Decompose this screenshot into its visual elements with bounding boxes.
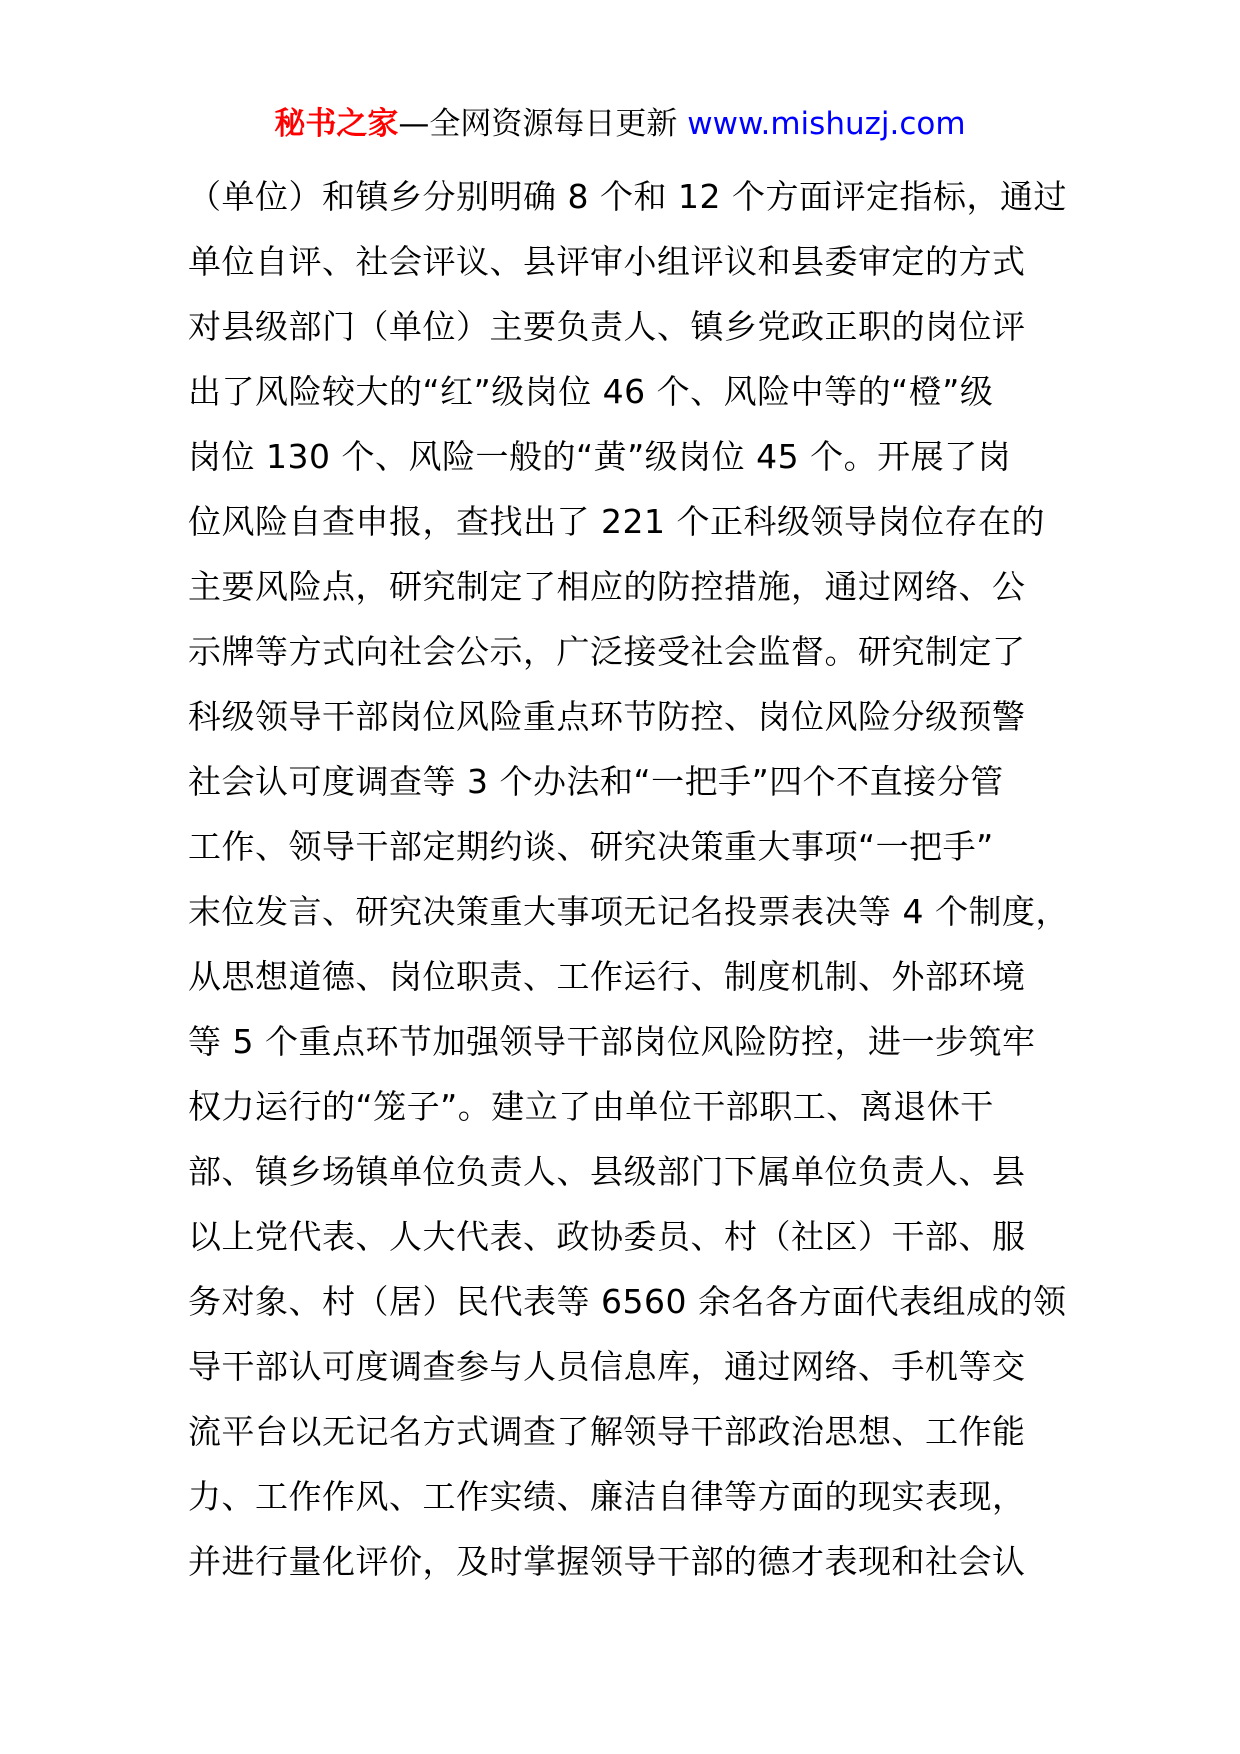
page-header [0,100,1240,148]
text-line: 流平台以无记名方式调查了解领导干部政治思想、工作能 [188,1412,1026,1451]
text-line: 等 5 个重点环节加强领导干部岗位风险防控，进一步筑牢 [188,1022,1036,1061]
text-line: 导干部认可度调查参与人员信息库，通过网络、手机等交 [188,1347,1026,1386]
text-line: 从思想道德、岗位职责、工作运行、制度机制、外部环境 [188,957,1026,996]
header-tagline: —全网资源每日更新 [398,106,678,142]
brand-name: 秘书之家 [274,106,399,142]
text-line: 力、工作作风、工作实绩、廉洁自律等方面的现实表现， [188,1477,1026,1516]
text-line: 权力运行的“笼子”。建立了由单位干部职工、离退休干 [188,1087,994,1126]
text-line: 科级领导干部岗位风险重点环节防控、岗位风险分级预警 [188,697,1026,736]
text-line: 并进行量化评价，及时掌握领导干部的德才表现和社会认 [188,1542,1026,1581]
text-line: 示牌等方式向社会公示，广泛接受社会监督。研究制定了 [188,632,1026,671]
text-line: （单位）和镇乡分别明确 8 个和 12 个方面评定指标，通过 [188,177,1067,216]
text-line: 岗位 130 个、风险一般的“黄”级岗位 45 个。开展了岗 [188,437,1012,476]
text-line: 部、镇乡场镇单位负责人、县级部门下属单位负责人、县 [188,1152,1026,1191]
text-line: 末位发言、研究决策重大事项无记名投票表决等 4 个制度， [188,892,1069,931]
text-line: 位风险自查申报，查找出了 221 个正科级领导岗位存在的 [188,502,1045,541]
text-line: 主要风险点，研究制定了相应的防控措施，通过网络、公 [188,567,1026,606]
text-line: 务对象、村（居）民代表等 6560 余名各方面代表组成的领 [188,1282,1067,1321]
text-line: 工作、领导干部定期约谈、研究决策重大事项“一把手” [188,827,994,866]
text-line: 单位自评、社会评议、县评审小组评议和县委审定的方式 [188,242,1026,281]
text-line: 以上党代表、人大代表、政协委员、村（社区）干部、服 [188,1217,1026,1256]
text-line: 社会认可度调查等 3 个办法和“一把手”四个不直接分管 [188,762,1004,801]
text-line: 出了风险较大的“红”级岗位 46 个、风险中等的“橙”级 [188,372,994,411]
text-line: 对县级部门（单位）主要负责人、镇乡党政正职的岗位评 [188,307,1026,346]
document-body [188,164,1088,1594]
site-url-link[interactable]: www.mishuzj.com [687,106,966,142]
